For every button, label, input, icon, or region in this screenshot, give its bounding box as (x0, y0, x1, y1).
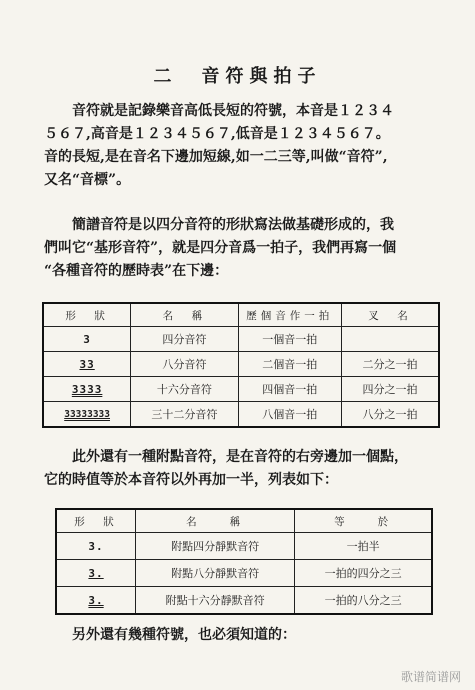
header-alias: 叉 名 (341, 303, 439, 327)
cell-form: 3. (56, 587, 136, 615)
cell-equals: 一拍的四分之三 (295, 560, 432, 587)
paragraph-2-line-2: 們叫它“基形音符”，就是四分音爲一拍子，我們再寫一個 (44, 240, 397, 256)
header-equals: 等 於 (295, 509, 432, 533)
note-duration-table (42, 302, 440, 428)
header-name: 名 稱 (136, 509, 295, 533)
cell-beat: 二個音一拍 (238, 352, 341, 377)
paragraph-3 (44, 446, 444, 492)
table-row (43, 352, 439, 377)
paragraph-1-line-3: 音的長短,是在音名下邊加短線,如一二三等,叫做“音符”, (44, 149, 388, 165)
cell-alias: 二分之一拍 (341, 352, 439, 377)
paragraph-3-line-1: 此外還有一種附點音符，是在音符的右旁邊加一個點， (72, 449, 408, 465)
cell-alias: 四分之一拍 (341, 377, 439, 402)
header-name: 名 稱 (131, 303, 238, 327)
cell-name: 八分音符 (131, 352, 238, 377)
paragraph-2-line-1: 簡譜音符是以四分音符的形狀寫法做基礎形成的，我 (72, 217, 394, 233)
paragraph-1-line-2: ５６７,高音是１２３４５６７,低音是１２３４５６７。 (44, 126, 390, 142)
cell-form: 33333333 (43, 402, 131, 428)
paragraph-4-line-1: 另外還有幾種符號，也必須知道的： (72, 627, 296, 643)
cell-equals: 一拍半 (295, 533, 432, 560)
table-row (56, 587, 432, 615)
cell-form: 3 (43, 327, 131, 352)
cell-name: 四分音符 (131, 327, 238, 352)
cell-name: 附點八分靜默音符 (136, 560, 295, 587)
cell-name: 十六分音符 (131, 377, 238, 402)
cell-name: 三十二分音符 (131, 402, 238, 428)
table-row (43, 327, 439, 352)
cell-form: 3. (56, 533, 136, 560)
cell-form: 3333 (43, 377, 131, 402)
table-row (43, 377, 439, 402)
cell-form: 33 (43, 352, 131, 377)
table-header-row (43, 303, 439, 327)
header-form: 形 狀 (43, 303, 131, 327)
header-beat: 歷個音作一拍 (238, 303, 341, 327)
watermark: 歌谱简谱网 (400, 670, 461, 684)
paragraph-3-line-2: 它的時值等於本音符以外再加一半，列表如下： (44, 472, 338, 488)
section-title: 二 音符與拍子 (153, 66, 322, 87)
cell-alias: 八分之一拍 (341, 402, 439, 428)
paragraph-1-line-1: 音符就是記錄樂音高低長短的符號，本音是１２３４ (72, 103, 394, 119)
cell-form: 3. (56, 560, 136, 587)
cell-beat: 一個音一拍 (238, 327, 341, 352)
paragraph-2 (44, 214, 444, 283)
cell-alias (341, 327, 439, 352)
table-header-row (56, 509, 432, 533)
paragraph-1 (44, 100, 444, 192)
cell-beat: 四個音一拍 (238, 377, 341, 402)
cell-beat: 八個音一拍 (238, 402, 341, 428)
paragraph-1-line-4: 又名“音標”。 (44, 172, 131, 188)
cell-equals: 一拍的八分之三 (295, 587, 432, 615)
paragraph-4 (44, 624, 444, 647)
header-form: 形 狀 (56, 509, 136, 533)
table-row (43, 402, 439, 428)
cell-name: 附點四分靜默音符 (136, 533, 295, 560)
table-row (56, 560, 432, 587)
dotted-note-table (55, 508, 433, 615)
paragraph-2-line-3: “各種音符的歷時表”在下邊： (44, 263, 229, 279)
cell-name: 附點十六分靜默音符 (136, 587, 295, 615)
table-row (56, 533, 432, 560)
